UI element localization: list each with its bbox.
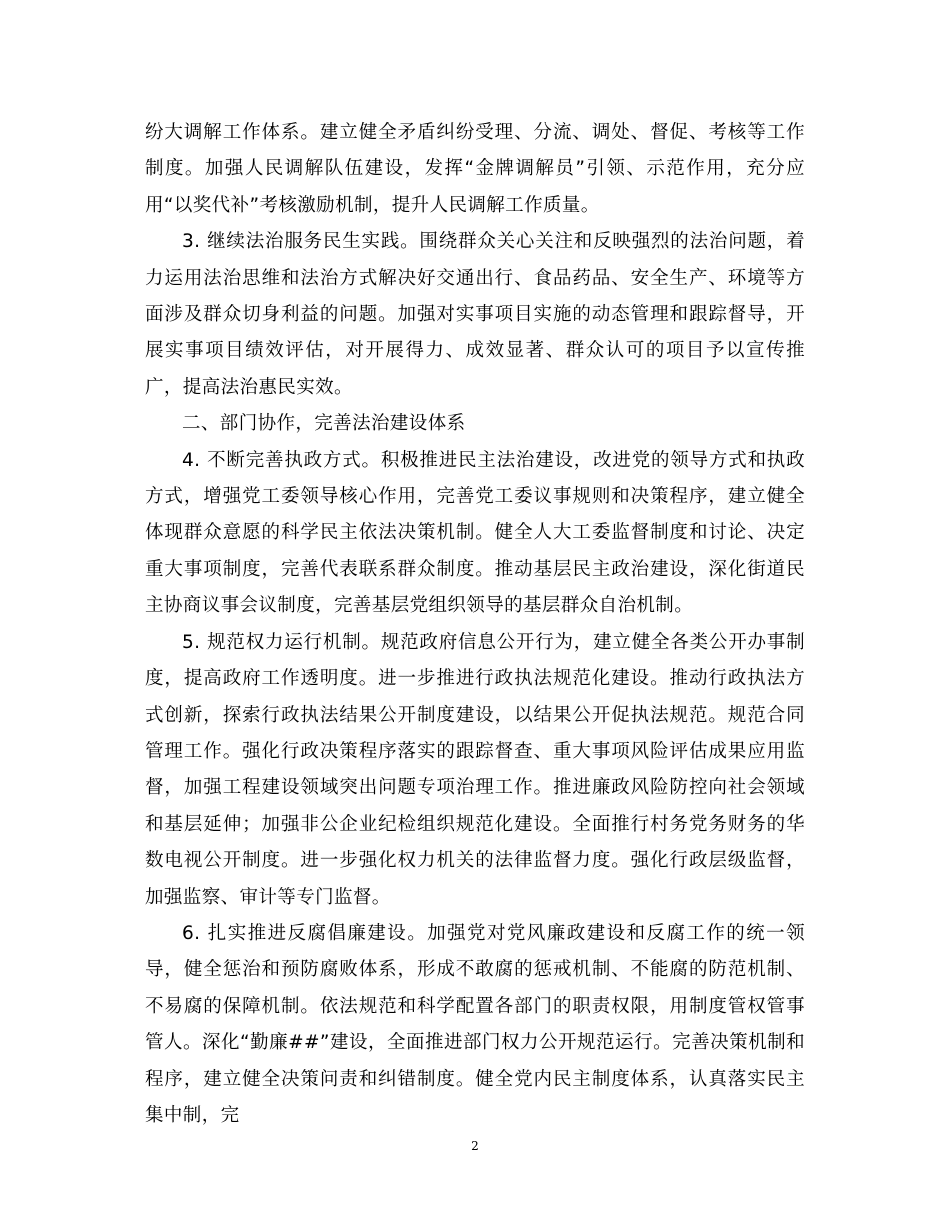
paragraph-item-4: 4. 不断完善执政方式。积极推进民主法治建设，改进党的领导方式和执政方式，增强党工委领导核心作用，完善党工委议事规则和决策程序，建立健全体现群众意愿的科学民主依法决策机制。健全人大工委监督制度和讨论、决定重大事项制度，完善代表联系群众制度。推动基层民主政治建设，深化街道民主协商议事会议制度，完善基层党组织领导的基层群众自治机制。	[145, 449, 805, 617]
document-body	[145, 115, 805, 1134]
page-number: 2	[471, 1139, 479, 1153]
paragraph-item-5: 5. 规范权力运行机制。规范政府信息公开行为，建立健全各类公开办事制度，提高政府工作透明度。进一步推进行政执法规范化建设。推动行政执法方式创新，探索行政执法结果公开制度建设，以结果公开促执法规范。规范合同管理工作。强化行政决策程序落实的跟踪督查、重大事项风险评估成果应用监督，加强工程建设领域突出问题专项治理工作。推进廉政风险防控向社会领域和基层延伸；加强非公企业纪检组织规范化建设。全面推行村务党务财务的华数电视公开制度。进一步强化权力机关的法律监督力度。强化行政层级监督，加强监察、审计等专门监督。	[145, 631, 805, 908]
paragraph-continuation: 纷大调解工作体系。建立健全矛盾纠纷受理、分流、调处、督促、考核等工作制度。加强人民调解队伍建设，发挥“金牌调解员”引领、示范作用，充分应用“以奖代补”考核激励机制，提升人民调解工作质量。	[145, 122, 805, 216]
section-heading-2: 二、部门协作，完善法治建设体系	[182, 413, 466, 435]
paragraph-item-6: 6. 扎实推进反腐倡廉建设。加强党对党风廉政建设和反腐工作的统一领导，健全惩治和预防腐败体系，形成不敢腐的惩戒机制、不能腐的防范机制、不易腐的保障机制。依法规范和科学配置各部门的职责权限，用制度管权管事管人。深化“勤廉##”建设，全面推进部门权力公开规范运行。完善决策机制和程序，建立健全决策问责和纠错制度。健全党内民主制度体系，认真落实民主集中制，完	[145, 922, 805, 1126]
paragraph-item-3: 3. 继续法治服务民生实践。围绕群众关心关注和反映强烈的法治问题，着力运用法治思维和法治方式解决好交通出行、食品药品、安全生产、环境等方面涉及群众切身利益的问题。加强对实事项目实施的动态管理和跟踪督导，开展实事项目绩效评估，对开展得力、成效显著、群众认可的项目予以宣传推广，提高法治惠民实效。	[145, 231, 805, 398]
